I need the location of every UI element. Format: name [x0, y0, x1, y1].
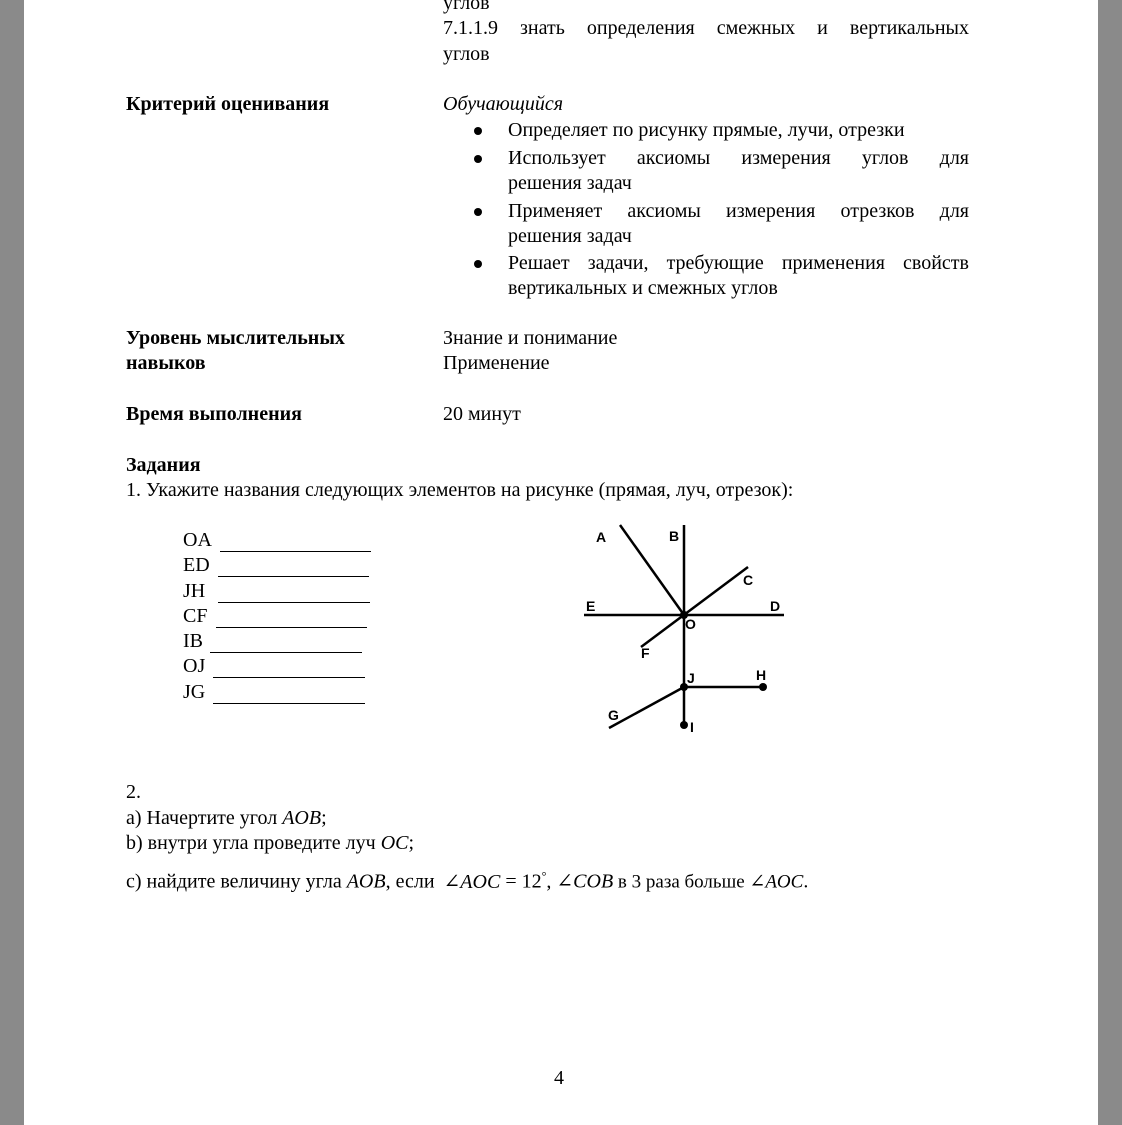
point-i — [680, 721, 688, 729]
criteria-lead: Обучающийся — [443, 93, 564, 115]
geometry-figure — [564, 515, 804, 740]
document-page — [24, 0, 1098, 1125]
task-2-a-suffix: ; — [321, 807, 327, 829]
task-2-c-mid: , если — [385, 870, 440, 893]
label-c: C — [743, 572, 754, 588]
answer-item-label: CF — [183, 605, 208, 627]
tasks-heading: Задания — [126, 454, 201, 476]
degree-sign: ° — [541, 869, 547, 883]
label-j: J — [687, 670, 695, 686]
task-2-c-angle-2: ∠COB — [556, 870, 614, 893]
task-2-c-angle-3: ∠AOC — [749, 871, 804, 893]
task-2-c — [126, 864, 808, 895]
task-2-c-text-2: в 3 раза больше — [613, 871, 750, 893]
criteria-item-2-line-1: Использует аксиомы измерения углов для — [508, 147, 969, 169]
label-d: D — [770, 598, 781, 614]
criteria-item-4-line-1: Решает задачи, требующие применения свойств — [508, 252, 969, 274]
answer-blank[interactable] — [218, 576, 369, 577]
task-2-b-var: OC — [380, 832, 409, 854]
label-e: E — [586, 598, 596, 614]
objective-line-1: 7.1.1.9 знать определения смежных и вертикальных — [443, 17, 969, 39]
answer-blank[interactable] — [210, 652, 362, 653]
answer-blank[interactable] — [218, 602, 370, 603]
answer-item-label: IB — [183, 630, 203, 652]
answer-item-label: ED — [183, 554, 210, 576]
task-2-c-eq: = 12 — [500, 870, 542, 893]
answer-blank[interactable] — [213, 703, 365, 704]
ray-jg — [609, 687, 684, 728]
bullet-icon — [474, 208, 482, 216]
skills-label-line-2: навыков — [126, 352, 206, 374]
skills-label-line-1: Уровень мыслительных — [126, 327, 345, 349]
task-2-b-suffix: ; — [408, 832, 415, 854]
objective-line-2: углов — [443, 43, 490, 65]
task-2-c-end: . — [803, 870, 809, 893]
label-g: G — [608, 707, 619, 723]
time-label: Время выполнения — [126, 403, 302, 425]
task-2-number: 2. — [126, 781, 141, 803]
task-2-a-var: AOB — [282, 807, 322, 829]
criteria-item-3-line-2: решения задач — [508, 225, 632, 247]
label-h: H — [756, 667, 767, 683]
task-2-a-prefix: a) Начертите угол — [126, 807, 283, 829]
criteria-item-3-line-1: Применяет аксиомы измерения отрезков для — [508, 200, 969, 222]
label-o: O — [685, 616, 696, 632]
skills-value-2: Применение — [443, 352, 550, 374]
task-2-c-var: AOB — [346, 870, 386, 893]
bullet-icon — [474, 260, 482, 268]
task-2-b — [126, 831, 414, 856]
answer-item-label: JG — [183, 681, 206, 703]
label-i: I — [690, 719, 694, 735]
criteria-item-2-line-2: решения задач — [508, 172, 632, 194]
time-value: 20 минут — [443, 403, 521, 425]
bullet-icon — [474, 155, 482, 163]
label-a: A — [596, 529, 607, 545]
task-2-c-prefix: c) найдите величину угла — [126, 870, 347, 893]
answer-blank[interactable] — [213, 677, 365, 678]
criteria-item-4-line-2: вертикальных и смежных углов — [508, 277, 778, 299]
page-number: 4 — [554, 1067, 564, 1089]
task-2-c-angle-1: ∠AOC — [443, 870, 501, 893]
label-b: B — [669, 528, 680, 544]
answer-blank[interactable] — [220, 551, 371, 552]
answer-blank[interactable] — [216, 627, 367, 628]
criteria-item-1-line-1: Определяет по рисунку прямые, лучи, отрезки — [508, 119, 905, 141]
task-2-a — [126, 806, 327, 831]
label-f: F — [641, 645, 650, 661]
skills-value-1: Знание и понимание — [443, 327, 618, 349]
task-1-text: 1. Укажите названия следующих элементов на рисунке (прямая, луч, отрезок): — [126, 479, 794, 501]
task-2-b-prefix: b) внутри угла проведите луч — [126, 832, 381, 854]
point-h — [759, 683, 767, 691]
bullet-icon — [474, 127, 482, 135]
top-cut-text: углов — [443, 0, 490, 14]
task-2-c-comma: , — [546, 870, 557, 893]
criteria-label: Критерий оценивания — [126, 93, 330, 115]
answer-item-label: JH — [183, 580, 206, 602]
answer-item-label: OJ — [183, 655, 206, 677]
answer-item-label: OA — [183, 529, 212, 551]
